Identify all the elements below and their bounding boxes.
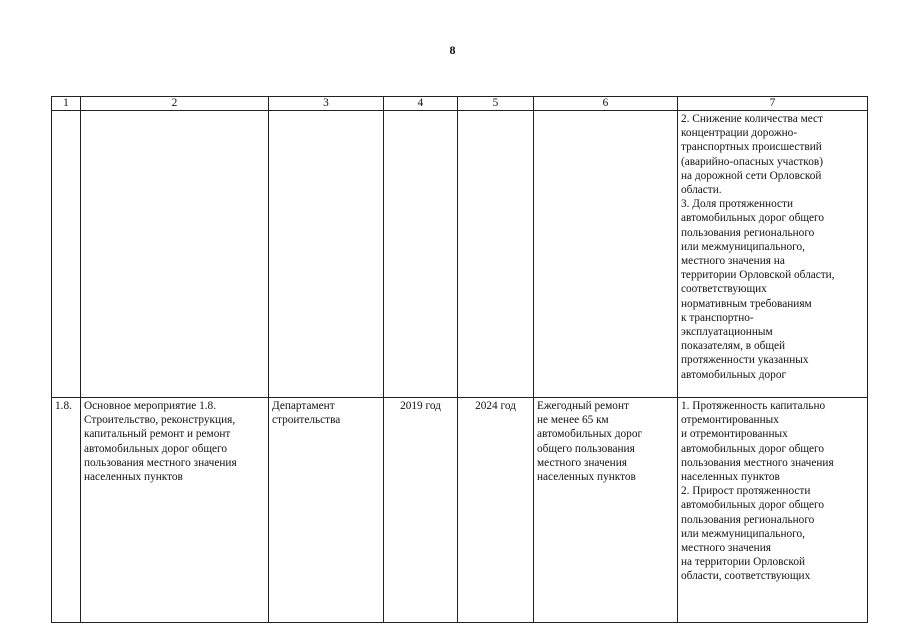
text-line: протяженности указанных — [681, 354, 809, 367]
text-line: населенных пунктов — [681, 471, 780, 484]
row-number-cell: 1.8. — [52, 398, 81, 623]
text-line: 3. Доля протяженности — [681, 198, 794, 211]
text-line: автомобильных дорог — [537, 428, 643, 441]
text-line: области. — [681, 184, 722, 197]
text-line: населенных пунктов — [537, 471, 636, 484]
text-line: Департамент — [272, 400, 335, 412]
header-cell-6: 6 — [534, 97, 678, 111]
text-line: Строительство, реконструкция, — [84, 414, 236, 427]
text-line: местного значения — [681, 542, 771, 555]
start-year-cell: 2019 год — [384, 398, 458, 623]
text-line: пользования регионального — [681, 513, 815, 526]
header-cell-2: 2 — [81, 97, 269, 111]
text-line: (аварийно-опасных участков) — [681, 155, 823, 168]
table-row-continuation — [52, 111, 868, 398]
measures-table — [51, 96, 868, 623]
header-cell-3: 3 — [269, 97, 384, 111]
text-line: на территории Орловской — [681, 556, 806, 569]
text-line: транспортных происшествий — [681, 141, 822, 154]
executor-cell — [269, 398, 384, 623]
table-header-row — [52, 97, 868, 111]
text-line: автомобильных дорог общего — [681, 499, 825, 512]
text-line: 1. Протяженность капитально — [681, 400, 826, 412]
text-line: строительства — [272, 414, 341, 427]
text-line: или межмуниципального, — [681, 527, 805, 540]
table-row-1-8 — [52, 398, 868, 623]
text-line: нормативным требованиям — [681, 297, 812, 310]
cell-empty — [534, 111, 678, 398]
text-line: отремонтированных — [681, 414, 779, 427]
text-line: на дорожной сети Орловской — [681, 169, 822, 182]
cell-empty — [81, 111, 269, 398]
text-line: эксплуатационным — [681, 326, 773, 339]
cell-empty — [269, 111, 384, 398]
indicators-cell — [678, 398, 868, 623]
text-line: и отремонтированных — [681, 428, 788, 441]
text-line: капитальный ремонт и ремонт — [84, 428, 231, 441]
end-year-cell: 2024 год — [458, 398, 534, 623]
header-cell-1: 1 — [52, 97, 81, 111]
text-line: концентрации дорожно- — [681, 127, 798, 140]
text-line: или межмуниципального, — [681, 240, 805, 253]
text-line: пользования местного значения — [84, 456, 237, 469]
text-line: 2. Прирост протяженности — [681, 485, 811, 498]
text-line: показателям, в общей — [681, 340, 786, 353]
header-cell-7: 7 — [678, 97, 868, 111]
text-line: местного значения на — [681, 255, 785, 268]
text-line: автомобильных дорог общего — [681, 212, 825, 225]
header-cell-5: 5 — [458, 97, 534, 111]
text-line: Основное мероприятие 1.8. — [84, 400, 217, 412]
text-line: области, соответствующих — [681, 570, 811, 583]
header-cell-4: 4 — [384, 97, 458, 111]
text-line: не менее 65 км — [537, 414, 609, 427]
page-number: 8 — [449, 43, 456, 57]
text-line: к транспортно- — [681, 311, 754, 324]
measure-name-cell — [81, 398, 269, 623]
indicators-cell — [678, 111, 868, 398]
text-line: автомобильных дорог общего — [681, 442, 825, 455]
text-line: населенных пунктов — [84, 471, 183, 484]
expected-result-cell — [534, 398, 678, 623]
text-line: автомобильных дорог — [681, 368, 787, 381]
cell-empty — [52, 111, 81, 398]
cell-empty — [458, 111, 534, 398]
text-line: общего пользования — [537, 442, 635, 455]
text-line: 2. Снижение количества мест — [681, 113, 823, 125]
text-line: автомобильных дорог общего — [84, 442, 228, 455]
text-line: территории Орловской области, — [681, 269, 835, 282]
text-line: местного значения — [537, 456, 627, 469]
text-line: соответствующих — [681, 283, 767, 296]
text-line: Ежегодный ремонт — [537, 400, 629, 412]
text-line: пользования местного значения — [681, 456, 834, 469]
text-line: пользования регионального — [681, 226, 815, 239]
cell-empty — [384, 111, 458, 398]
